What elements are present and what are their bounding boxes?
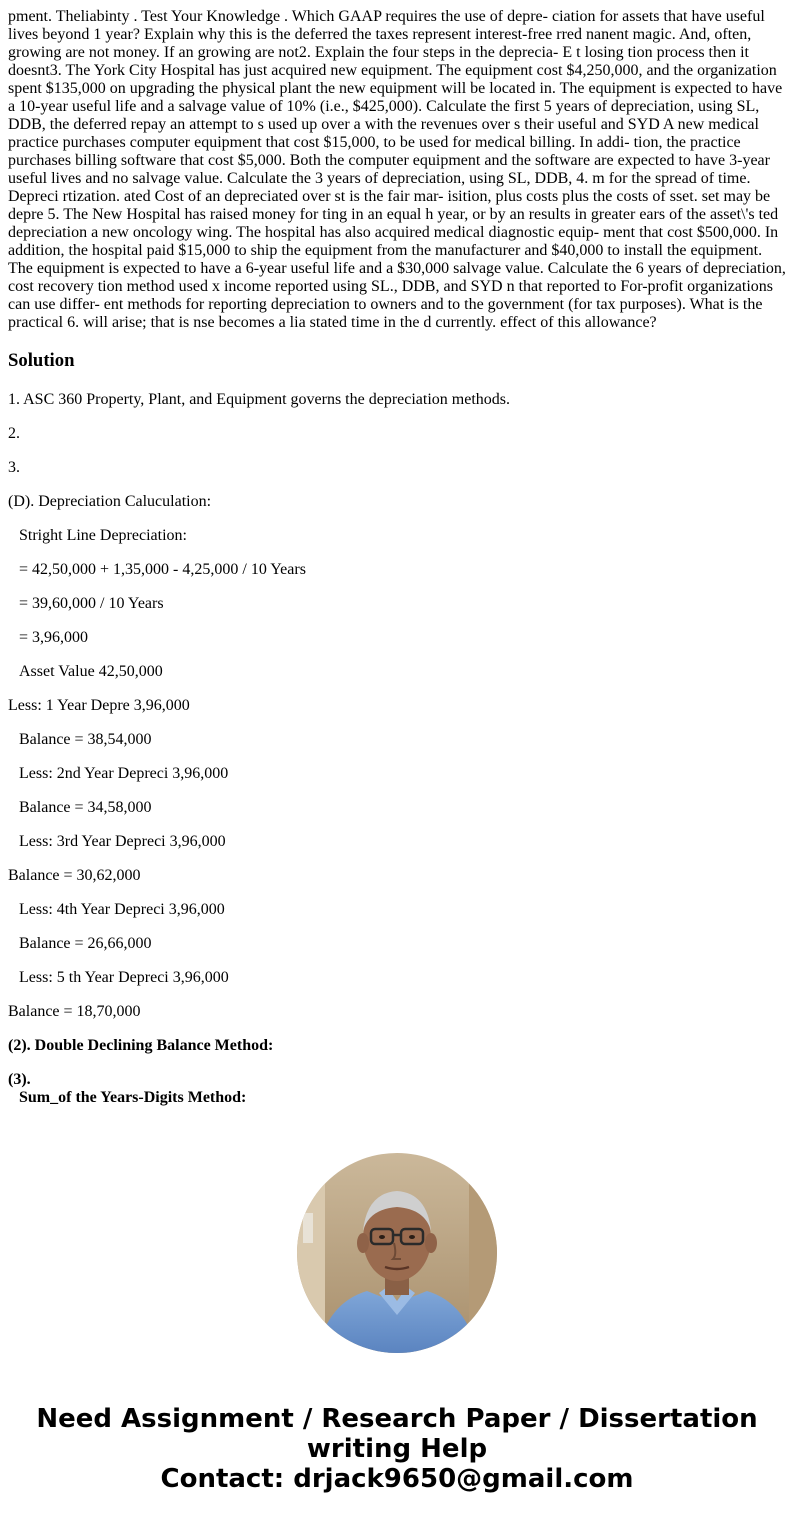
calc-line: = 3,96,000 [19,629,89,646]
ddb-heading: (2). Double Declining Balance Method: [8,1037,274,1054]
calc-line: = 42,50,000 + 1,35,000 - 4,25,000 / 10 Years [19,561,306,578]
solution-heading: Solution [8,350,75,371]
depreciation-calc-heading: (D). Depreciation Caluculation: [8,493,212,510]
solution-answer-2: 2. [8,425,20,442]
schedule-line: Less: 5 th Year Depreci 3,96,000 [19,969,229,986]
schedule-line: Balance = 38,54,000 [19,731,152,748]
schedule-line: Balance = 18,70,000 [8,1003,141,1020]
syd-heading: Sum_of the Years-Digits Method: [19,1089,247,1106]
solution-answer-3: 3. [8,459,20,476]
schedule-line: Less: 1 Year Depre 3,96,000 [8,697,190,714]
schedule-line: Balance = 30,62,000 [8,867,141,884]
contact-banner [0,1404,794,1494]
tutor-avatar-photo [297,1153,497,1353]
schedule-line: Balance = 34,58,000 [19,799,152,816]
syd-number: (3). [8,1071,31,1088]
tutor-portrait-image [297,1153,497,1353]
asset-value-line: Asset Value 42,50,000 [19,663,163,680]
cta-line-1: Need Assignment / Research Paper / Dissertation [36,1404,758,1434]
schedule-line: Less: 3rd Year Depreci 3,96,000 [19,833,226,850]
schedule-line: Less: 2nd Year Depreci 3,96,000 [19,765,229,782]
question-text: pment. Theliabinty . Test Your Knowledge . Which GAAP requires the use of depre- ciation for assets that have useful lives beyond 1 year? Explain why this is the deferred the taxes represent interest-free rred nanent magic. And, often, growing are not money. If an growing are not2. Explain the four steps in the deprecia- E t losing tion process then it doesnt3. The York City Hospital has just acquired new equipment. The equipment cost $4,250,000, and the organization spent $135,000 on upgrading the physical plant the new equipment will be located in. The equipment is expected to have a 10-year useful life and a salvage value of 10% (i.e., $425,000). Calculate the first 5 years of depreciation, using SL, DDB, the deferred repay an attempt to s used up over a with the revenues over s their useful and SYD A new medical practice purchases computer equipment that cost $15,000, to be used for medical billing. In addi- tion, the practice purchases billing software that cost $5,000. Both the computer equipment and the software are expected to have 3-year useful lives and no salvage value. Calculate the 3 years of depreciation, using SL, DDB, 4. m for the spread of time. Depreci rtization. ated Cost of an depreciated over st is the fair mar- isition, plus costs plus the costs of sset. set may be depre 5. The New Hospital has raised money for ting in an equal h year, or by an results in greater ears of the asset\'s ted depreciation a new oncology wing. The hospital has also acquired medical diagnostic equip- ment that cost $500,000. In addition, the hospital paid $15,000 to ship the equipment from the manufacturer and $40,000 to install the equipment. The equipment is expected to have a 6-year useful life and a $30,000 salvage value. Calculate the 6 years of depreciation, cost recovery tion method used x income reported using SL., DDB, and SYD n that reported to For-profit organizations can use differ- ent methods for reporting depreciation to owners and to the government (for tax purposes). What is the practical 6. will arise; that is nse becomes a lia stated time in the d currently. effect of this allowance? [8,8,786,331]
cta-line-2: writing Help [306,1434,488,1464]
straight-line-heading: Stright Line Depreciation: [19,527,187,544]
schedule-line: Less: 4th Year Depreci 3,96,000 [19,901,225,918]
schedule-line: Balance = 26,66,000 [19,935,152,952]
calc-line: = 39,60,000 / 10 Years [19,595,164,612]
cta-contact-line: Contact: drjack9650@gmail.com [160,1464,634,1494]
solution-answer-1: 1. ASC 360 Property, Plant, and Equipment governs the depreciation methods. [8,391,510,408]
